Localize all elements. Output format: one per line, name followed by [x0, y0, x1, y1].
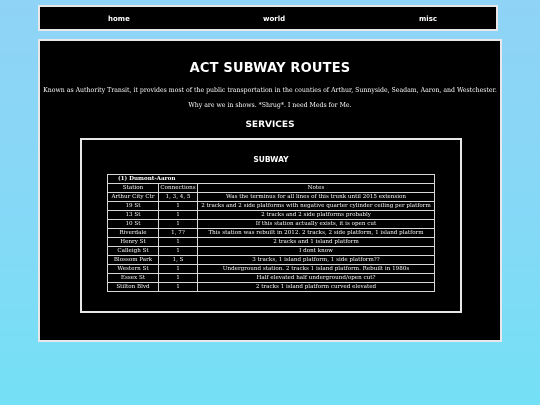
- table-row: [108, 238, 435, 247]
- connections-cell: 1: [159, 247, 198, 256]
- station-cell: Western St: [108, 265, 159, 274]
- notes-cell: Half elevated half underground/open cut?: [198, 274, 435, 283]
- trunk-title: (1) Dumont-Aaron: [108, 175, 435, 184]
- notes-cell: 2 tracks 1 island platform curved elevated: [198, 283, 435, 292]
- connections-cell: 1: [159, 211, 198, 220]
- subway-panel: [80, 138, 462, 313]
- table-row: [108, 211, 435, 220]
- subway-heading: SUBWAY: [253, 155, 289, 164]
- main-content: [38, 39, 502, 342]
- station-cell: Stilton Blvd: [108, 283, 159, 292]
- station-cell: Blossom Park: [108, 256, 159, 265]
- station-cell: Essex St: [108, 274, 159, 283]
- table-row: [108, 256, 435, 265]
- table-row: [108, 193, 435, 202]
- notes-cell: 2 tracks and 1 island platform: [198, 238, 435, 247]
- station-cell: Calleigh St: [108, 247, 159, 256]
- notes-cell: This station was rebuilt in 2012. 2 tracks, 2 side platform, 1 island platform: [198, 229, 435, 238]
- trunk-row: [108, 175, 435, 184]
- notes-cell: If this station actually exists, it is open cut: [198, 220, 435, 229]
- notes-cell: 3 tracks, 1 island platform, 1 side platform??: [198, 256, 435, 265]
- table-row: [108, 274, 435, 283]
- notes-cell: Was the terminus for all lines of this trunk until 2015 extension: [198, 193, 435, 202]
- header-row: [108, 184, 435, 193]
- connections-cell: 1: [159, 202, 198, 211]
- connections-cell: 1, S: [159, 256, 198, 265]
- nav-misc-link[interactable]: misc: [419, 15, 438, 23]
- column-header: Notes: [198, 184, 435, 193]
- connections-cell: 1: [159, 238, 198, 247]
- station-cell: Arthur City Ctr: [108, 193, 159, 202]
- station-cell: 19 St: [108, 202, 159, 211]
- intro-subtext: Why are we in shows. *Shrug*. I need Meds for Me.: [188, 102, 352, 109]
- connections-cell: 1: [159, 220, 198, 229]
- column-header: Connections: [160, 185, 196, 191]
- top-nav: [38, 5, 498, 31]
- column-header: Station: [108, 184, 159, 193]
- connections-cell: 1: [159, 274, 198, 283]
- table-row: [108, 229, 435, 238]
- table-row: [108, 220, 435, 229]
- table-row: [108, 202, 435, 211]
- nav-world-link[interactable]: world: [263, 15, 286, 23]
- notes-cell: 2 tracks and 2 side platforms with negative quarter cylinder ceiling per platform: [198, 202, 435, 211]
- table-row: [108, 265, 435, 274]
- table-row: [108, 247, 435, 256]
- table-row: [108, 283, 435, 292]
- station-cell: 13 St: [108, 211, 159, 220]
- connections-cell: 1, 7?: [159, 229, 198, 238]
- notes-cell: I dont know: [198, 247, 435, 256]
- page-title: ACT SUBWAY ROUTES: [189, 61, 351, 76]
- connections-cell: 1: [159, 283, 198, 292]
- station-cell: Riverdale: [108, 229, 159, 238]
- connections-cell: 1: [159, 265, 198, 274]
- nav-home-link[interactable]: home: [108, 15, 130, 23]
- station-cell: Henry St: [108, 238, 159, 247]
- notes-cell: 2 tracks and 2 side platforms probably: [198, 211, 435, 220]
- notes-cell: Underground station. 2 tracks 1 island platform. Rebuilt in 1980s: [198, 265, 435, 274]
- station-cell: 10 St: [108, 220, 159, 229]
- connections-cell: 1, 3, 4, 5: [159, 193, 198, 202]
- stations-table: [107, 174, 435, 292]
- services-heading: SERVICES: [245, 120, 295, 130]
- intro-text: Known as Authority Transit, it provides most of the public transportation in the counties of Arthur, Sunnyside, Seadam, Aaron, and Westchester.: [43, 87, 497, 94]
